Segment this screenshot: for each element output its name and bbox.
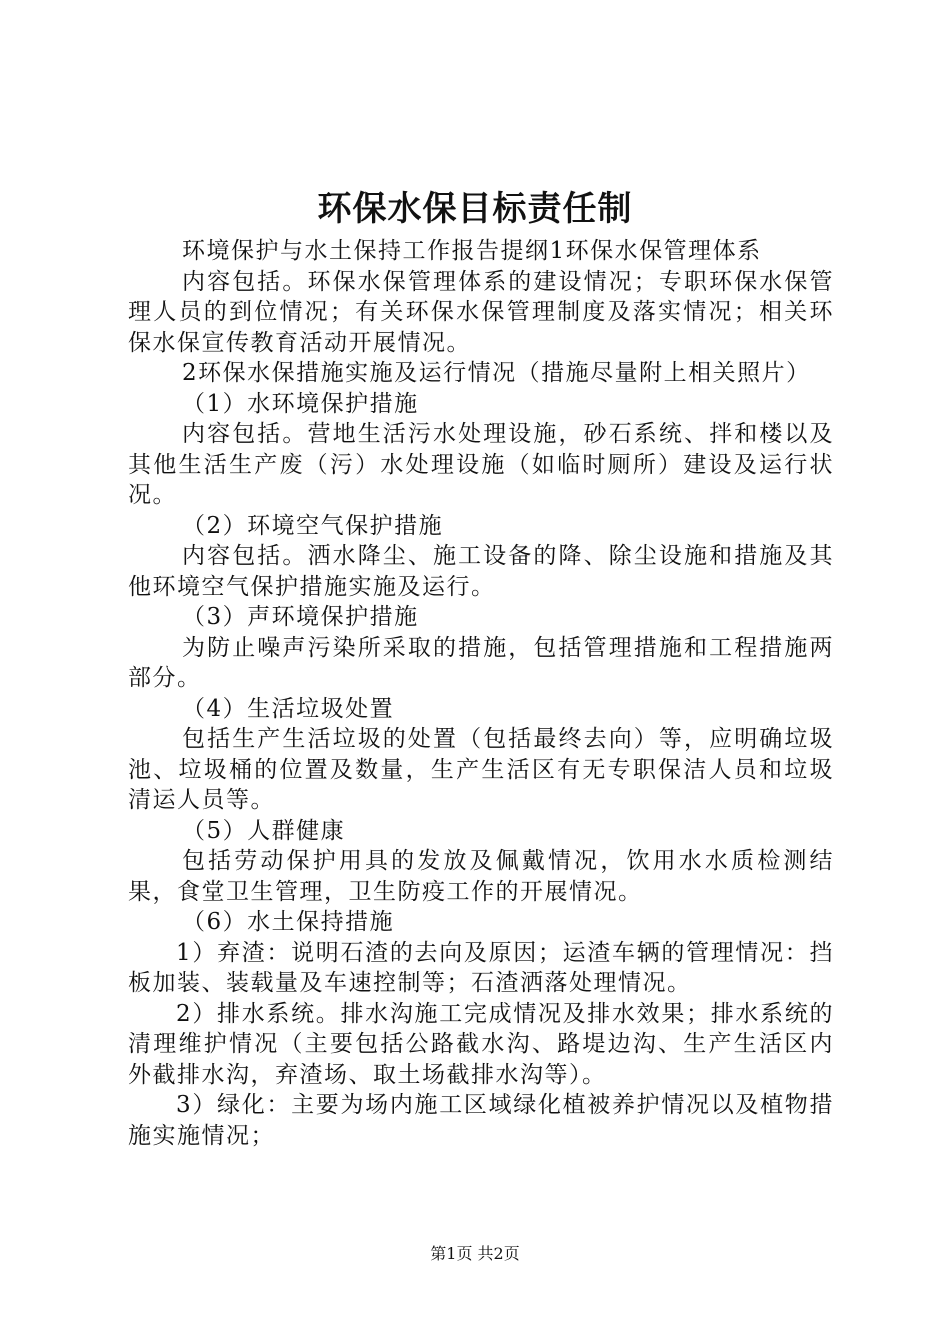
- subheading-air-environment: （2）环境空气保护措施: [182, 512, 444, 539]
- subheading-garbage-disposal: （4）生活垃圾处置: [182, 695, 395, 722]
- document-body: [128, 236, 834, 1151]
- paragraph-management-system: 内容包括。环保水保管理体系的建设情况；专职环保水保管理人员的到位情况；有关环保水保管理制度及落实情况；相关环保水保宣传教育活动开展情况。: [128, 268, 834, 356]
- paragraph-waste-slag: 1）弃渣：说明石渣的去向及原因；运渣车辆的管理情况：挡板加装、装载量及车速控制等；石渣洒落处理情况。: [128, 939, 834, 996]
- paragraph-garbage-disposal: 包括生产生活垃圾的处置（包括最终去向）等，应明确垃圾池、垃圾桶的位置及数量，生产生活区有无专职保洁人员和垃圾清运人员等。: [128, 726, 834, 813]
- subheading-acoustic-environment: （3）声环境保护措施: [182, 604, 419, 630]
- paragraph-public-health: 包括劳动保护用具的发放及佩戴情况，饮用水水质检测结果，食堂卫生管理，卫生防疫工作的开展情况。: [128, 848, 834, 905]
- document-title: 环保水保目标责任制: [317, 189, 633, 229]
- subheading-water-environment: （1）水环境保护措施: [182, 390, 419, 417]
- paragraph-outline-heading: 环境保护与水土保持工作报告提纲1环保水保管理体系: [182, 238, 762, 264]
- paragraph-air-environment: 内容包括。洒水降尘、施工设备的降、除尘设施和措施及其他环境空气保护措施实施及运行。: [128, 543, 834, 600]
- paragraph-drainage-system: 2）排水系统。排水沟施工完成情况及排水效果；排水系统的清理维护情况（主要包括公路截水沟、路堤边沟、生产生活区内外截排水沟，弃渣场、取土场截排水沟等）。: [128, 1000, 834, 1088]
- subheading-soil-conservation: （6）水土保持措施: [182, 909, 395, 935]
- subheading-public-health: （5）人群健康: [182, 817, 346, 844]
- paragraph-acoustic-environment: 为防止噪声污染所采取的措施，包括管理措施和工程措施两部分。: [128, 634, 834, 691]
- paragraph-water-environment: 内容包括。营地生活污水处理设施，砂石系统、拌和楼以及其他生活生产废（污）水处理设施（如临时厕所）建设及运行状况。: [128, 421, 834, 508]
- page-indicator: 第1页 共2页: [430, 1244, 520, 1263]
- paragraph-greening: 3）绿化：主要为场内施工区域绿化植被养护情况以及植物措施实施情况；: [128, 1092, 834, 1149]
- paragraph-section-2-heading: 2环保水保措施实施及运行情况（措施尽量附上相关照片）: [182, 360, 811, 386]
